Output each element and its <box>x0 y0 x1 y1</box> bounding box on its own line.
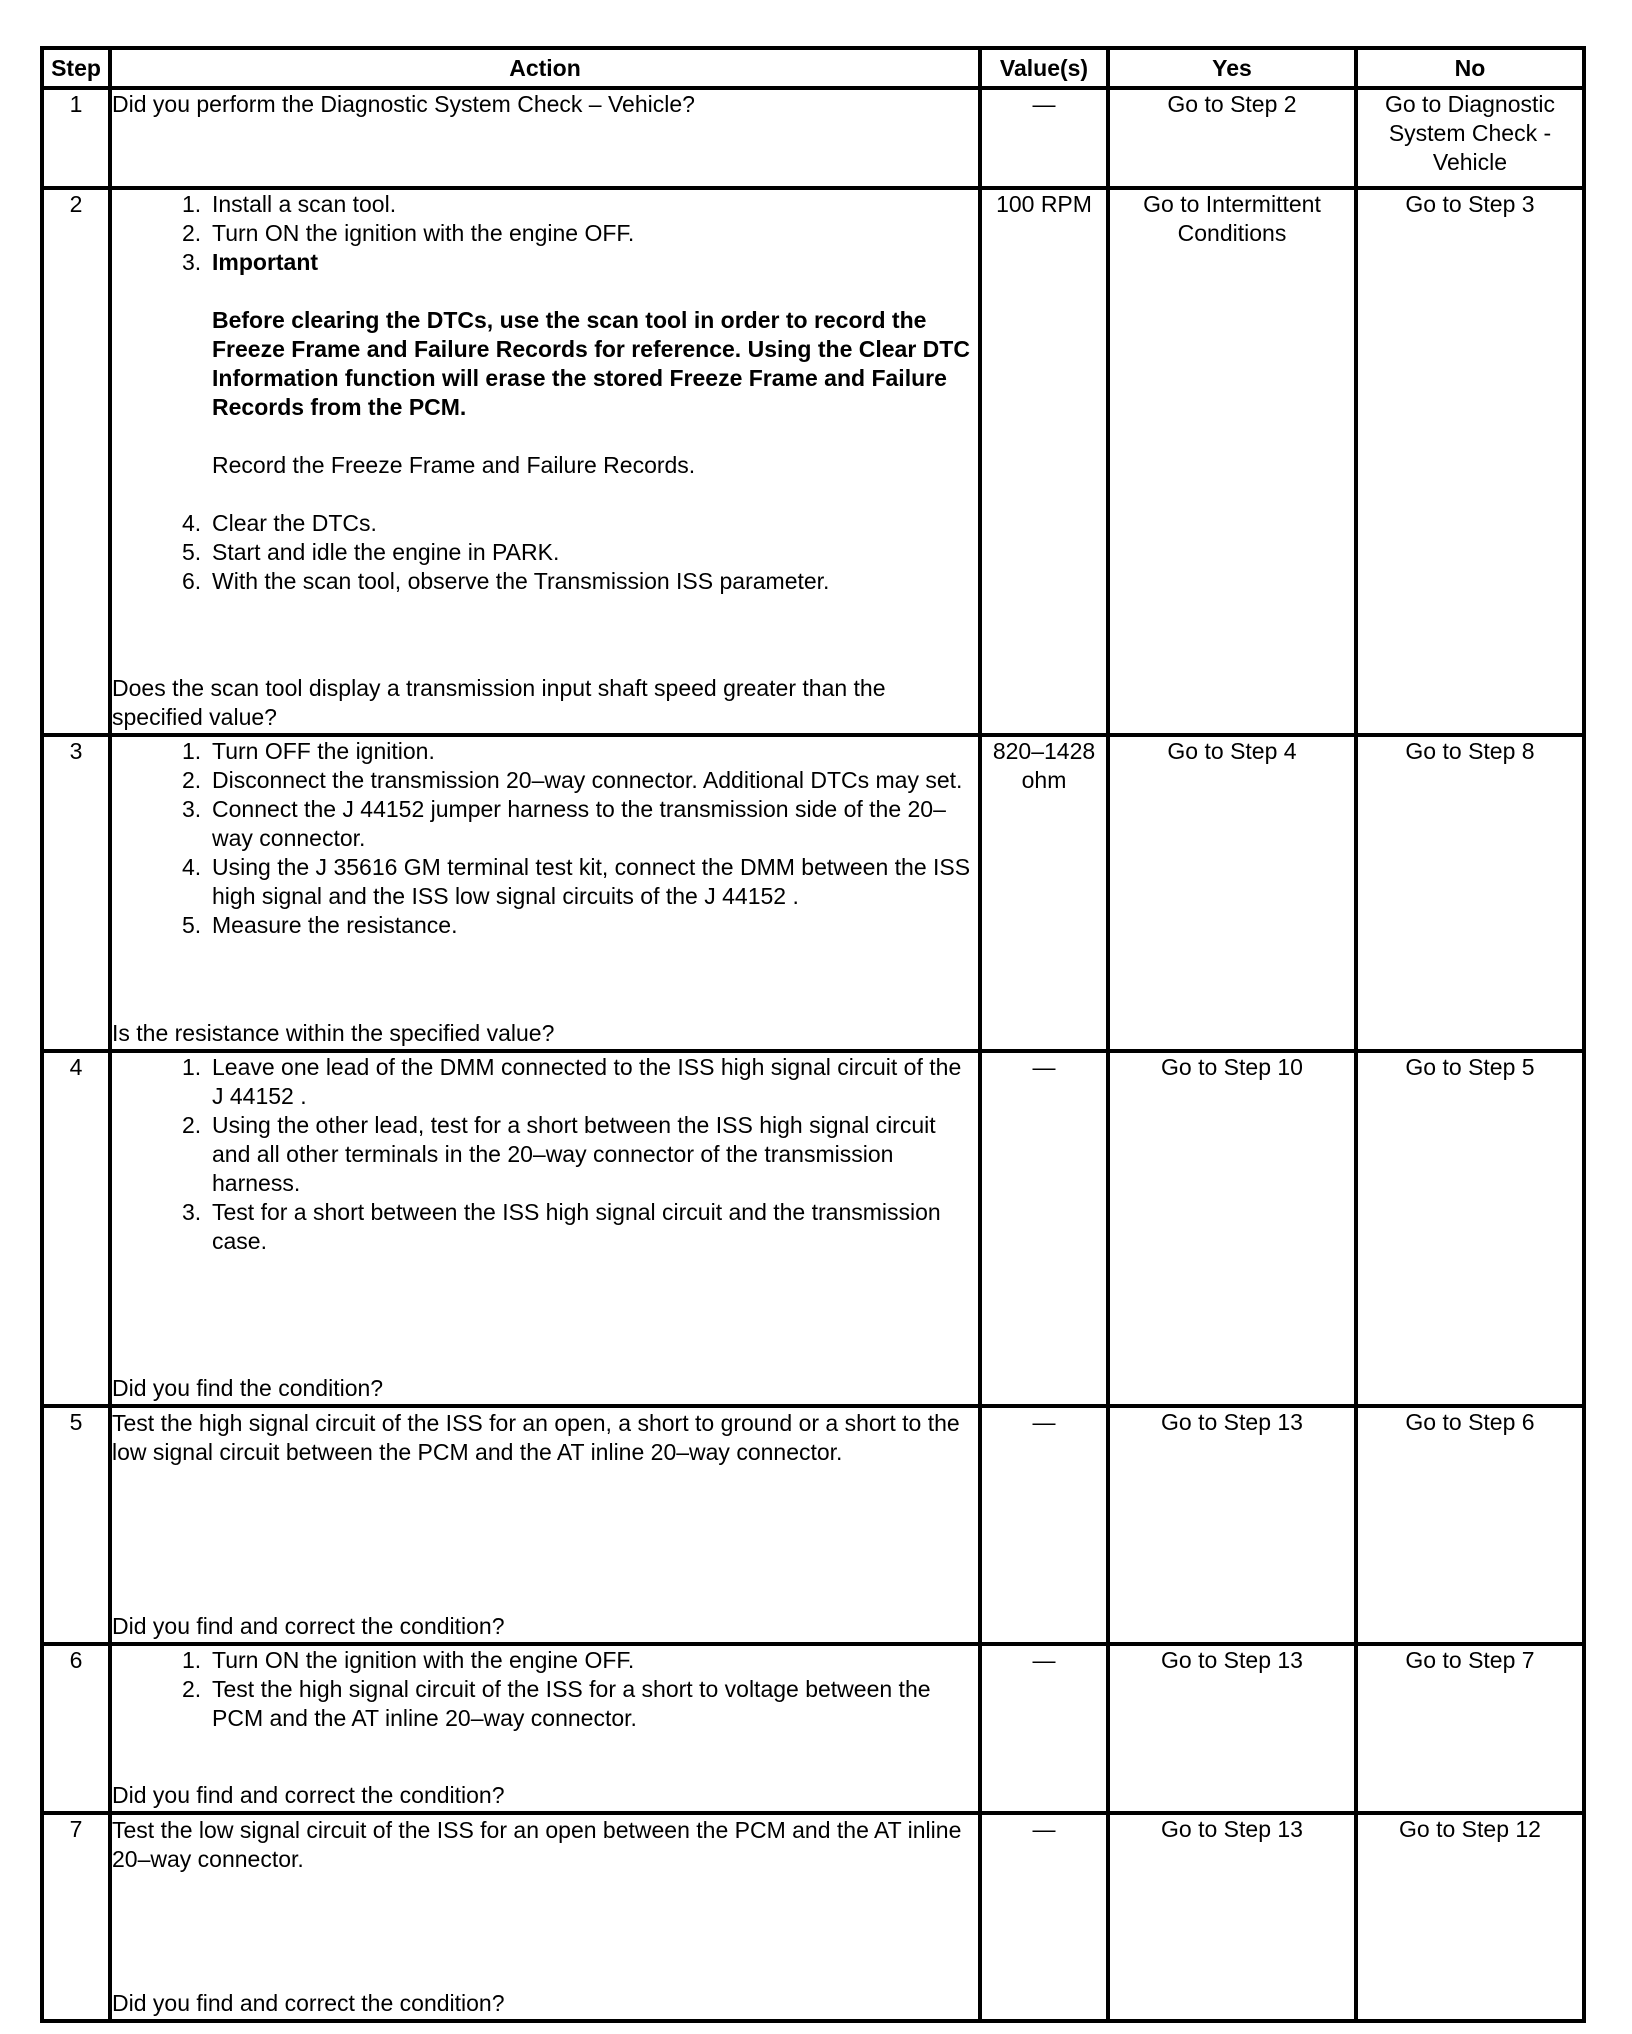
action-cell <box>110 1406 980 1644</box>
yes-cell: Go to Intermittent Conditions <box>1108 188 1356 735</box>
procedure-list <box>112 190 978 277</box>
table-row <box>42 1813 1584 2021</box>
list-item: 4. Clear the DTCs. <box>182 510 377 536</box>
no-cell: Go to Step 12 <box>1356 1813 1584 2021</box>
yes-cell: Go to Step 4 <box>1108 735 1356 1051</box>
step-number: 2 <box>42 188 110 735</box>
yes-cell: Go to Step 10 <box>1108 1051 1356 1406</box>
header-yes: Yes <box>1108 48 1356 88</box>
header-step: Step <box>42 48 110 88</box>
step-number: 4 <box>42 1051 110 1406</box>
table-row <box>42 1051 1584 1406</box>
table-row <box>42 188 1584 735</box>
no-cell: Go to Step 5 <box>1356 1051 1584 1406</box>
list-item: 5. Start and idle the engine in PARK. <box>182 539 560 565</box>
step-number: 1 <box>42 88 110 188</box>
value-cell: 100 RPM <box>980 188 1108 735</box>
step-number: 6 <box>42 1644 110 1813</box>
important-label: Important <box>212 249 319 275</box>
list-item: 1. Leave one lead of the DMM connected to the ISS high signal circuit of the J 44152 . <box>182 1054 962 1109</box>
list-item: 2. Disconnect the transmission 20–way connector. Additional DTCs may set. <box>182 767 963 793</box>
table-row <box>42 735 1584 1051</box>
procedure-list <box>112 1053 978 1256</box>
yes-cell: Go to Step 13 <box>1108 1644 1356 1813</box>
table-row <box>42 88 1584 188</box>
value-cell: — <box>980 88 1108 188</box>
value-cell: — <box>980 1644 1108 1813</box>
list-item: 3. Test for a short between the ISS high signal circuit and the transmission case. <box>182 1199 941 1254</box>
action-cell <box>110 188 980 735</box>
list-item: 1. Turn ON the ignition with the engine OFF. <box>182 1647 635 1673</box>
header-no: No <box>1356 48 1584 88</box>
list-item: 5. Measure the resistance. <box>182 912 458 938</box>
list-item: 4. Using the J 35616 GM terminal test kit, connect the DMM between the ISS high signal and the ISS low signal circuits of the J 44152 . <box>182 854 971 909</box>
step-number: 5 <box>42 1406 110 1644</box>
header-values: Value(s) <box>980 48 1108 88</box>
action-cell <box>110 735 980 1051</box>
list-item: 2. Using the other lead, test for a short between the ISS high signal circuit and all other terminals in the 20–way connector of the transmission harness. <box>182 1112 936 1196</box>
procedure-list <box>112 737 978 940</box>
record-instruction: Record the Freeze Frame and Failure Records. <box>212 452 696 478</box>
procedure-list <box>112 509 978 596</box>
question-text: Does the scan tool display a transmission input shaft speed greater than the specified value? <box>112 675 886 730</box>
list-item: 1. Turn OFF the ignition. <box>182 738 435 764</box>
action-cell <box>110 88 980 188</box>
header-row <box>42 48 1584 88</box>
step-number: 7 <box>42 1813 110 2021</box>
yes-cell: Go to Step 13 <box>1108 1813 1356 2021</box>
question-text: Did you find the condition? <box>112 1375 384 1401</box>
yes-cell: Go to Step 13 <box>1108 1406 1356 1644</box>
no-cell: Go to Step 3 <box>1356 188 1584 735</box>
list-item: 6. With the scan tool, observe the Transmission ISS parameter. <box>182 568 830 594</box>
list-item: 3. Connect the J 44152 jumper harness to the transmission side of the 20–way connector. <box>182 796 946 851</box>
table-row <box>42 1406 1584 1644</box>
list-item: 1. Install a scan tool. <box>182 191 397 217</box>
question-text: Did you find and correct the condition? <box>112 1990 505 2016</box>
value-cell: — <box>980 1813 1108 2021</box>
question-text: Is the resistance within the specified value? <box>112 1020 555 1046</box>
no-cell: Go to Step 8 <box>1356 735 1584 1051</box>
instruction-text: Test the low signal circuit of the ISS for an open between the PCM and the AT inline 20–way connector. <box>112 1817 962 1872</box>
diagnostic-table <box>40 46 1586 2023</box>
no-cell: Go to Diagnostic System Check - Vehicle <box>1356 88 1584 188</box>
procedure-list <box>112 1646 978 1733</box>
action-cell <box>110 1813 980 2021</box>
list-item: 3. Important <box>112 248 978 277</box>
important-note: Before clearing the DTCs, use the scan tool in order to record the Freeze Frame and Failure Records for reference. Using the Clear DTC Information function will erase the stored Freeze Frame and Failure Records from the PCM. <box>212 307 970 420</box>
value-cell: 820–1428 ohm <box>980 735 1108 1051</box>
action-cell <box>110 1644 980 1813</box>
list-item: 2. Turn ON the ignition with the engine OFF. <box>182 220 635 246</box>
question-text: Did you find and correct the condition? <box>112 1782 505 1808</box>
value-cell: — <box>980 1406 1108 1644</box>
value-cell: — <box>980 1051 1108 1406</box>
step-number: 3 <box>42 735 110 1051</box>
no-cell: Go to Step 6 <box>1356 1406 1584 1644</box>
instruction-text: Test the high signal circuit of the ISS for an open, a short to ground or a short to the low signal circuit between the PCM and the AT inline 20–way connector. <box>112 1410 960 1465</box>
no-cell: Go to Step 7 <box>1356 1644 1584 1813</box>
question-text: Did you perform the Diagnostic System Check – Vehicle? <box>112 91 695 117</box>
action-cell <box>110 1051 980 1406</box>
question-text: Did you find and correct the condition? <box>112 1613 505 1639</box>
header-action: Action <box>110 48 980 88</box>
yes-cell: Go to Step 2 <box>1108 88 1356 188</box>
table-row <box>42 1644 1584 1813</box>
list-item: 2. Test the high signal circuit of the ISS for a short to voltage between the PCM and the AT inline 20–way connector. <box>182 1676 931 1731</box>
